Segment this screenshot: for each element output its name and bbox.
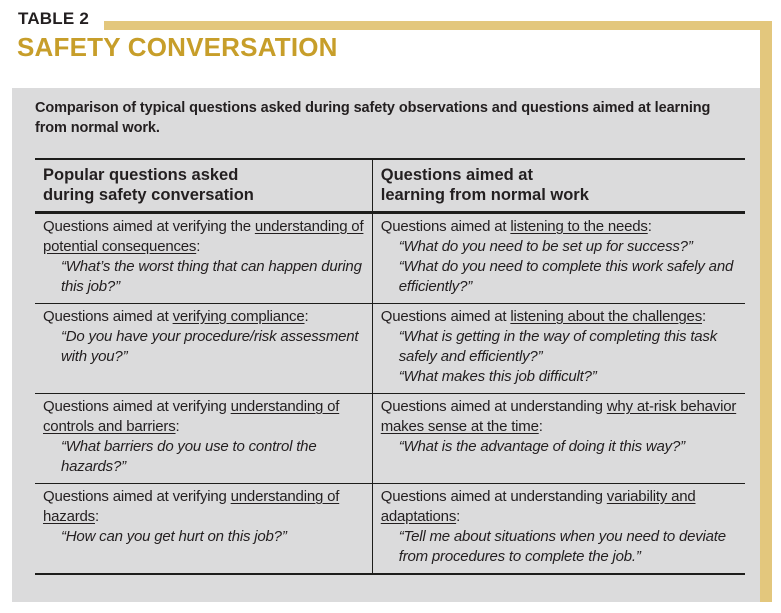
question-category-text: Questions aimed at verifying compliance:	[43, 308, 309, 325]
question-category-text: Questions aimed at listening to the needs:	[380, 218, 652, 235]
underlined-phrase: variability and adaptations	[380, 488, 696, 525]
table-row	[35, 213, 745, 304]
underlined-phrase: verifying compliance	[172, 308, 305, 325]
column-header-line: Questions aimed at	[380, 166, 533, 184]
table-label: TABLE 2	[18, 9, 89, 28]
cell-learning-questions	[372, 304, 745, 394]
column-header-line: learning from normal work	[380, 186, 589, 204]
accent-top-bar	[104, 21, 772, 30]
example-question-quote: “What is getting in the way of completing this task safely and efficiently?”	[398, 328, 718, 365]
cell-popular-questions	[35, 394, 372, 484]
example-question-quote: “What barriers do you use to control the hazards?”	[61, 438, 317, 475]
cell-learning-questions	[372, 213, 745, 304]
cell-popular-questions	[35, 304, 372, 394]
cell-learning-questions	[372, 394, 745, 484]
question-category-text: Questions aimed at verifying understanding of controls and barriers:	[43, 398, 340, 435]
cell-popular-questions	[35, 213, 372, 304]
column-header-line: Popular questions asked	[43, 166, 239, 184]
example-question-quote: “What is the advantage of doing it this way?”	[398, 438, 685, 455]
underlined-phrase: understanding of potential consequences	[43, 218, 364, 255]
column-header-popular	[35, 159, 372, 213]
underlined-phrase: understanding of hazards	[43, 488, 340, 525]
question-category-text: Questions aimed at understanding why at-risk behavior makes sense at the time:	[380, 398, 737, 435]
cell-learning-questions	[372, 484, 745, 575]
table-row	[35, 394, 745, 484]
column-header-learning	[372, 159, 745, 213]
example-question-quote: “Tell me about situations when you need to deviate from procedures to complete the job.”	[398, 528, 726, 565]
underlined-phrase: listening to the needs	[510, 218, 648, 235]
table-caption: Comparison of typical questions asked during safety observations and questions aimed at learning from normal work.	[35, 100, 711, 136]
example-question-quote: “What do you need to be set up for success?”	[398, 238, 693, 255]
content-panel	[12, 88, 760, 602]
header-row	[35, 159, 745, 213]
page-title: SAFETY CONVERSATION	[17, 32, 338, 62]
column-header-line: during safety conversation	[43, 186, 254, 204]
example-question-quote: “What’s the worst thing that can happen during this job?”	[61, 258, 362, 295]
example-question-quote: “What makes this job difficult?”	[398, 368, 597, 385]
table-row	[35, 304, 745, 394]
underlined-phrase: listening about the challenges	[510, 308, 703, 325]
table-row	[35, 484, 745, 575]
example-question-quote: “How can you get hurt on this job?”	[61, 528, 287, 545]
example-question-quote: “What do you need to complete this work safely and efficiently?”	[398, 258, 734, 295]
cell-popular-questions	[35, 484, 372, 575]
question-category-text: Questions aimed at verifying understanding of hazards:	[43, 488, 340, 525]
example-question-quote: “Do you have your procedure/risk assessment with you?”	[61, 328, 359, 365]
underlined-phrase: why at-risk behavior makes sense at the time	[380, 398, 737, 435]
question-category-text: Questions aimed at listening about the challenges:	[380, 308, 706, 325]
question-category-text: Questions aimed at verifying the understanding of potential consequences:	[43, 218, 364, 255]
comparison-table	[35, 158, 745, 575]
accent-side-bar	[760, 21, 772, 602]
question-category-text: Questions aimed at understanding variability and adaptations:	[380, 488, 696, 525]
underlined-phrase: understanding of controls and barriers	[43, 398, 340, 435]
